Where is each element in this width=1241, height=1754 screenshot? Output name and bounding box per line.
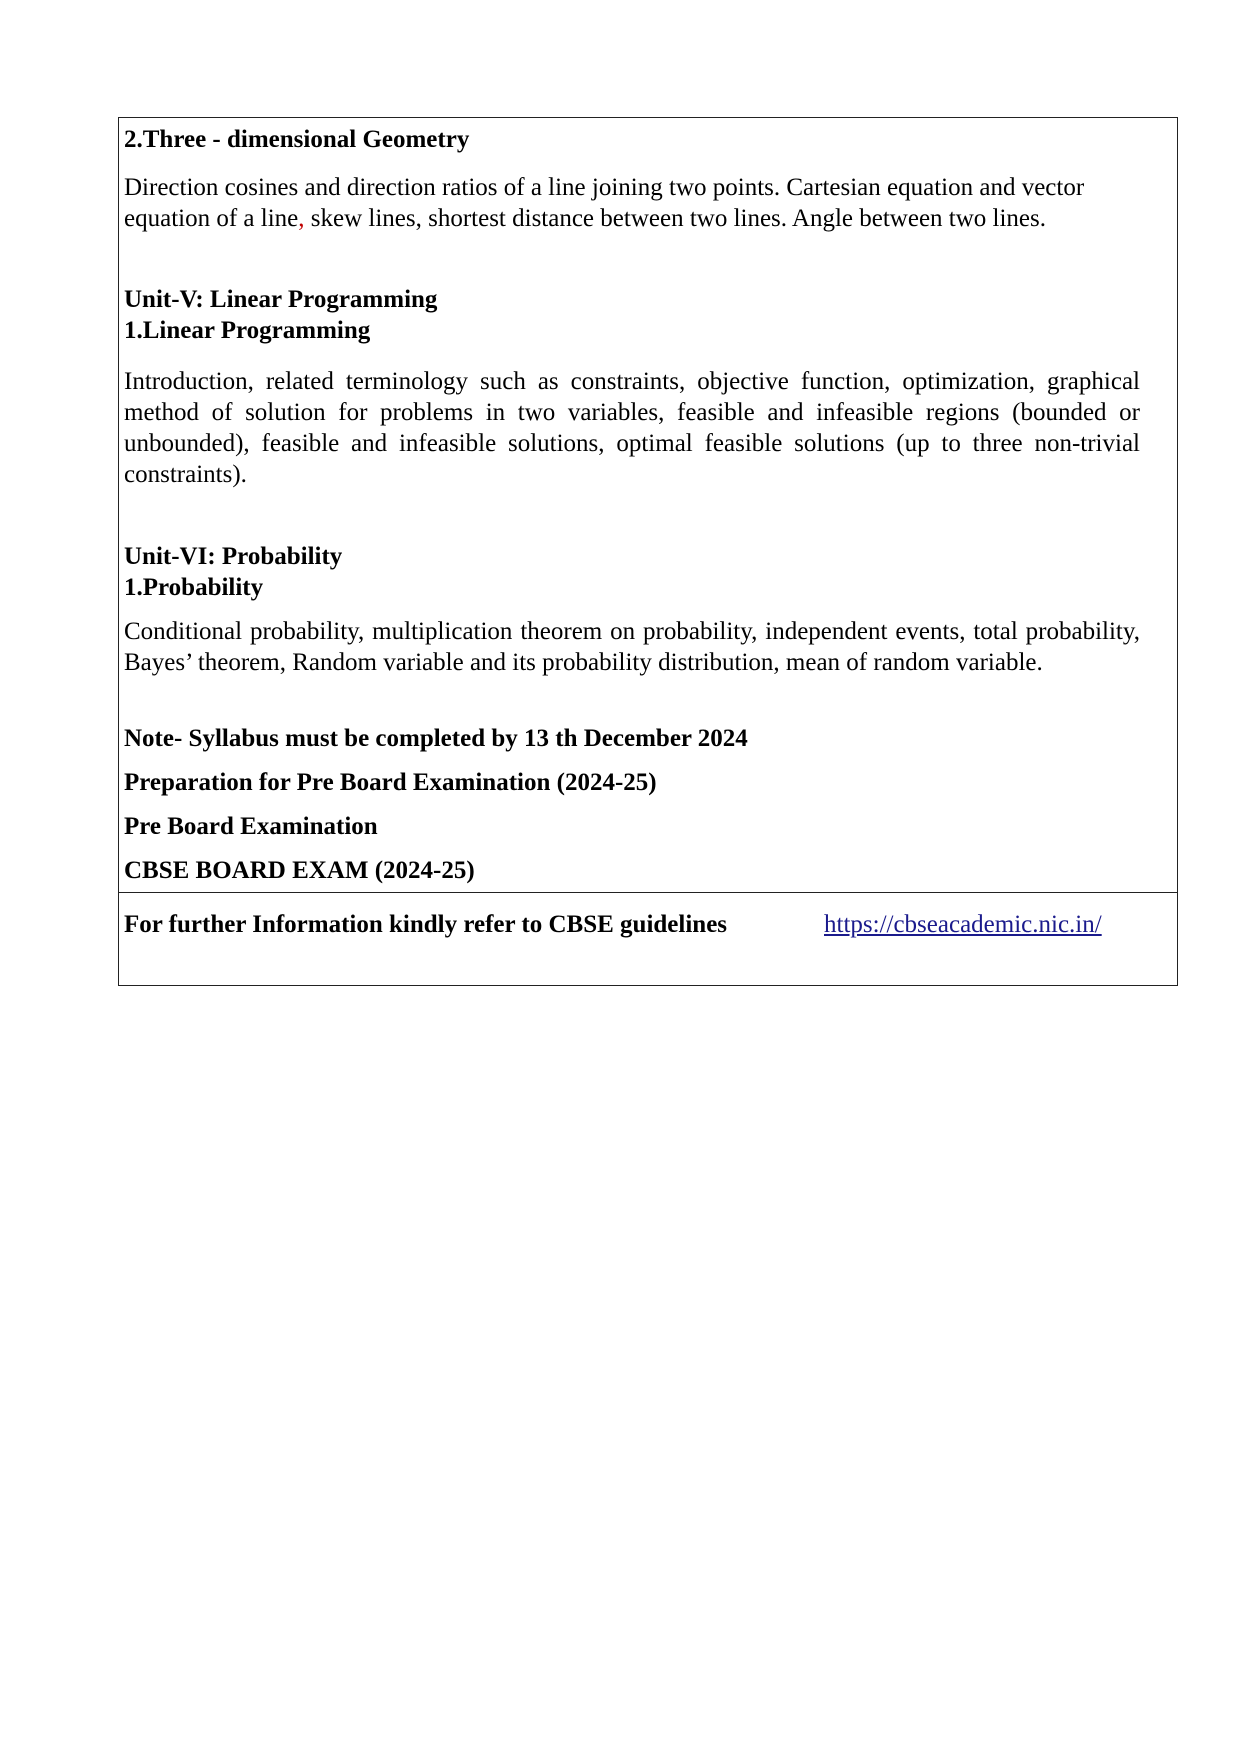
syllabus-content-cell xyxy=(119,118,1177,893)
section-heading-3d-geometry: 2.Three - dimensional Geometry xyxy=(124,126,470,153)
unit-v-body: Introduction, related terminology such as constraints, objective function, optimization, graphical method of solution for problems in two variables, feasible and infeasible regions (bounded or unbounded), feasible and infeasible solutions, optimal feasible solutions (up to three non-trivial constraints). xyxy=(124,368,1140,488)
section-body-3d-geometry xyxy=(124,172,1164,234)
unit-vi-body: Conditional probability, multiplication theorem on probability, independent events, total probability, Bayes’ theorem, Random variable and its probability distribution, mean of random variable. xyxy=(124,618,1140,676)
body-text-part-1: Direction cosines and direction ratios of a line joining two points. Cartesian equation and vector equation of a line xyxy=(124,174,1085,232)
unit-vi-title: Unit-VI: Probability xyxy=(124,543,343,570)
syllabus-deadline-note: Note- Syllabus must be completed by 13 th December 2024 xyxy=(124,725,748,752)
unit-vi-subtitle: 1.Probability xyxy=(124,574,264,601)
unit-v-subtitle: 1.Linear Programming xyxy=(124,317,371,344)
highlighted-comma: , xyxy=(298,205,305,232)
preparation-note: Preparation for Pre Board Examination (2024-25) xyxy=(124,769,657,796)
cbse-academic-link[interactable]: https://cbseacademic.nic.in/ xyxy=(824,911,1102,938)
board-exam-note: CBSE BOARD EXAM (2024-25) xyxy=(124,857,475,884)
syllabus-table xyxy=(118,117,1178,986)
pre-board-note: Pre Board Examination xyxy=(124,813,378,840)
footer-cell xyxy=(119,893,1177,985)
further-info-text: For further Information kindly refer to CBSE guidelines xyxy=(124,911,728,938)
unit-v-title: Unit-V: Linear Programming xyxy=(124,286,438,313)
body-text-part-2: skew lines, shortest distance between two lines. Angle between two lines. xyxy=(304,205,1047,232)
